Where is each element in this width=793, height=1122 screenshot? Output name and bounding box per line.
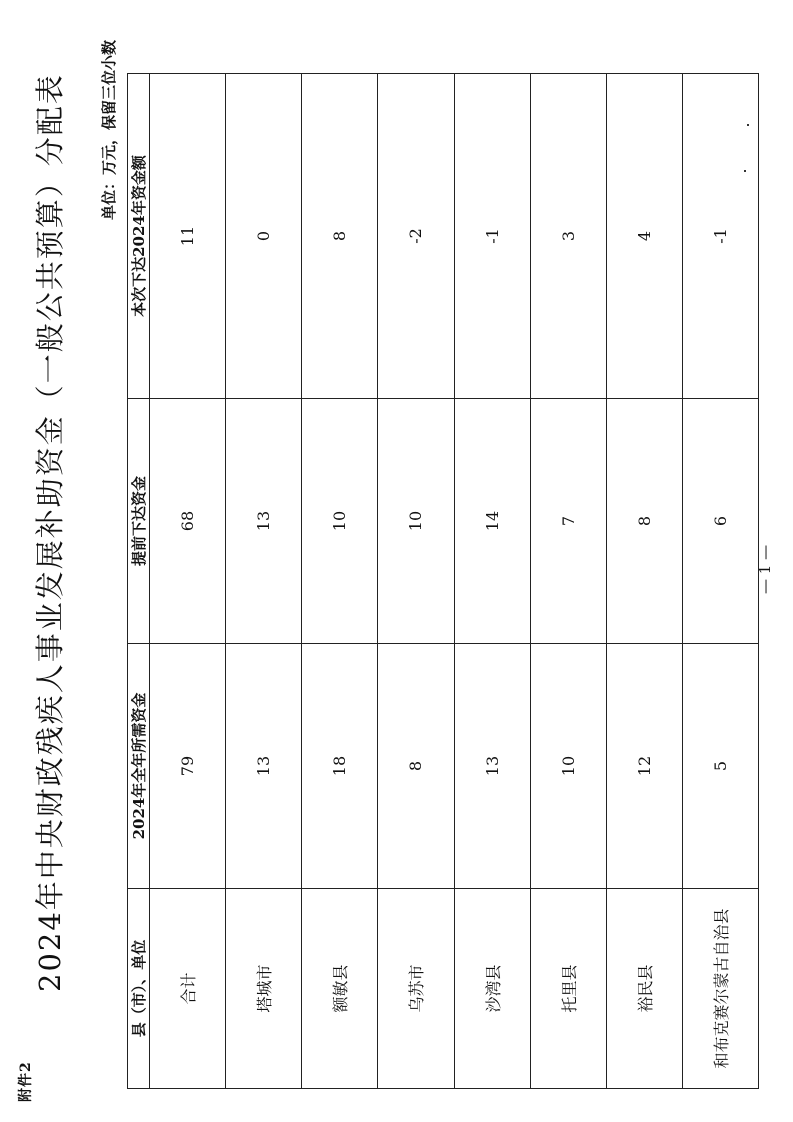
- cell-advance-funds: 68: [150, 399, 226, 644]
- scan-speck: [744, 170, 746, 172]
- table-row: [606, 74, 682, 1089]
- cell-annual-need: 13: [226, 644, 302, 889]
- cell-annual-need: 18: [302, 644, 378, 889]
- attachment-label: 附件2: [18, 1061, 34, 1102]
- cell-county: 和布克赛尔蒙古自治县: [682, 889, 758, 1089]
- cell-current-allocation: -1: [454, 74, 530, 399]
- cell-current-allocation: -2: [378, 74, 454, 399]
- document-title: 2024年中央财政残疾人事业发展补助资金（一般公共预算）分配表: [33, 73, 67, 992]
- header-advance-funds: 提前下达资金: [128, 399, 150, 644]
- table-row: [682, 74, 758, 1089]
- table-row: [150, 74, 226, 1089]
- cell-annual-need: 8: [378, 644, 454, 889]
- allocation-table: [127, 73, 759, 1089]
- cell-annual-need: 12: [606, 644, 682, 889]
- cell-county: 沙湾县: [454, 889, 530, 1089]
- unit-note: 单位：万元，保留三位小数: [100, 40, 118, 221]
- table-header-row: [128, 74, 150, 1089]
- cell-advance-funds: 10: [302, 399, 378, 644]
- cell-advance-funds: 14: [454, 399, 530, 644]
- cell-advance-funds: 10: [378, 399, 454, 644]
- header-county: 县（市）、单位: [128, 889, 150, 1089]
- cell-county: 乌苏市: [378, 889, 454, 1089]
- cell-current-allocation: 0: [226, 74, 302, 399]
- cell-annual-need: 79: [150, 644, 226, 889]
- page-number: — 1 —: [756, 544, 774, 594]
- cell-current-allocation: -1: [682, 74, 758, 399]
- table-row: [378, 74, 454, 1089]
- cell-annual-need: 5: [682, 644, 758, 889]
- cell-county: 裕民县: [606, 889, 682, 1089]
- cell-advance-funds: 7: [530, 399, 606, 644]
- cell-annual-need: 13: [454, 644, 530, 889]
- cell-current-allocation: 3: [530, 74, 606, 399]
- cell-county: 合计: [150, 889, 226, 1089]
- table-row: [454, 74, 530, 1089]
- table-row: [226, 74, 302, 1089]
- cell-county: 塔城市: [226, 889, 302, 1089]
- table-row: [302, 74, 378, 1089]
- cell-advance-funds: 13: [226, 399, 302, 644]
- cell-county: 额敏县: [302, 889, 378, 1089]
- cell-current-allocation: 11: [150, 74, 226, 399]
- cell-annual-need: 10: [530, 644, 606, 889]
- cell-advance-funds: 6: [682, 399, 758, 644]
- table-row: [530, 74, 606, 1089]
- header-current-allocation: 本次下达2024年资金额: [128, 74, 150, 399]
- cell-advance-funds: 8: [606, 399, 682, 644]
- cell-county: 托里县: [530, 889, 606, 1089]
- header-annual-need: 2024年全年所需资金: [128, 644, 150, 889]
- cell-current-allocation: 8: [302, 74, 378, 399]
- cell-current-allocation: 4: [606, 74, 682, 399]
- scan-speck: [747, 124, 749, 126]
